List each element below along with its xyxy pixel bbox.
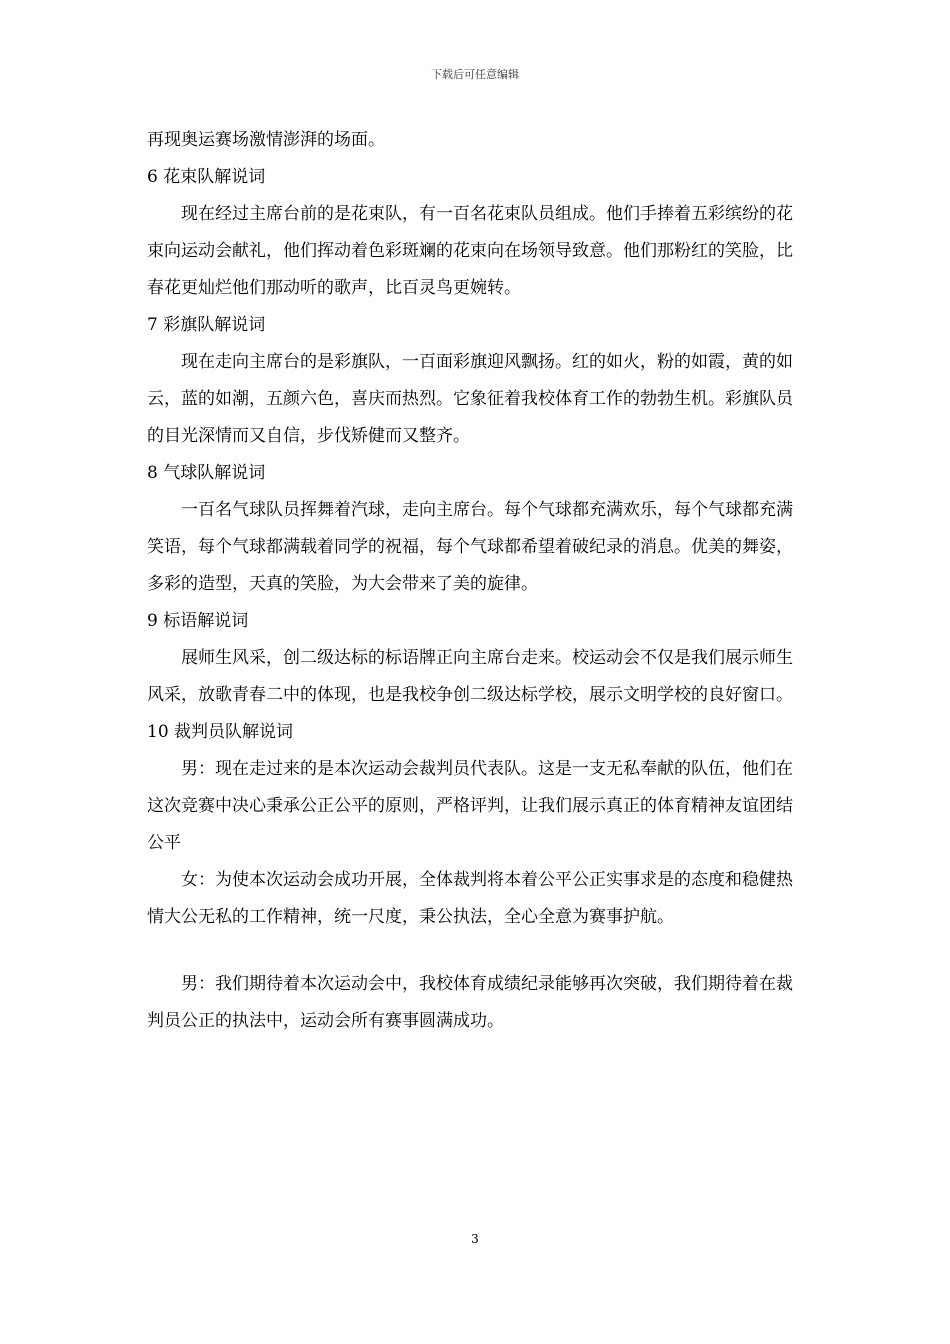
paragraph-referee-female: 女：为使本次运动会成功开展，全体裁判将本着公平公正实事求是的态度和稳健热情大公无私的工作精神，统一尺度，秉公执法，全心全意为赛事护航。 (147, 870, 793, 927)
paragraph-referee-male-2: 男：我们期待着本次运动会中，我校体育成绩纪录能够再次突破，我们期待着在裁判员公正的执法中，运动会所有赛事圆满成功。 (147, 974, 793, 1031)
paragraph-flower-team: 现在经过主席台前的是花束队，有一百名花束队员组成。他们手捧着五彩缤纷的花束向运动会献礼，他们挥动着色彩斑斓的花束向在场领导致意。他们那粉红的笑脸，比春花更灿烂他们那动听的歌声，比百灵鸟更婉转。 (147, 204, 793, 298)
paragraph-slogan: 展师生风采，创二级达标的标语牌正向主席台走来。校运动会不仅是我们展示师生风采，放歌青春二中的体现，也是我校争创二级达标学校，展示文明学校的良好窗口。 (147, 648, 793, 705)
paragraph-flag-team: 现在走向主席台的是彩旗队，一百面彩旗迎风飘扬。红的如火，粉的如霞，黄的如云，蓝的如潮，五颜六色，喜庆而热烈。它象征着我校体育工作的勃勃生机。彩旗队员的目光深情而又自信，步伐矫健而又整齐。 (147, 352, 793, 446)
page-header: 下载后可任意编辑 (431, 68, 519, 81)
document-body (147, 122, 807, 1040)
paragraph-intro-end: 再现奥运赛场激情澎湃的场面。 (147, 130, 385, 150)
section-heading-flag-team: 7 彩旗队解说词 (147, 315, 266, 335)
paragraph-balloon-team: 一百名气球队员挥舞着汽球，走向主席台。每个气球都充满欢乐，每个气球都充满笑语，每个气球都满载着同学的祝福，每个气球都希望着破纪录的消息。优美的舞姿，多彩的造型，天真的笑脸，为大会带来了美的旋律。 (147, 500, 793, 594)
section-heading-balloon-team: 8 气球队解说词 (147, 463, 266, 483)
blank-line (147, 936, 807, 966)
paragraph-referee-male-1: 男：现在走过来的是本次运动会裁判员代表队。这是一支无私奉献的队伍，他们在这次竞赛中决心秉承公正公平的原则，严格评判，让我们展示真正的体育精神友谊团结公平 (147, 759, 793, 853)
section-heading-referee-team: 10 裁判员队解说词 (147, 722, 294, 742)
section-heading-slogan: 9 标语解说词 (147, 611, 249, 631)
section-heading-flower-team: 6 花束队解说词 (147, 167, 266, 187)
page-number: 3 (471, 1232, 479, 1246)
